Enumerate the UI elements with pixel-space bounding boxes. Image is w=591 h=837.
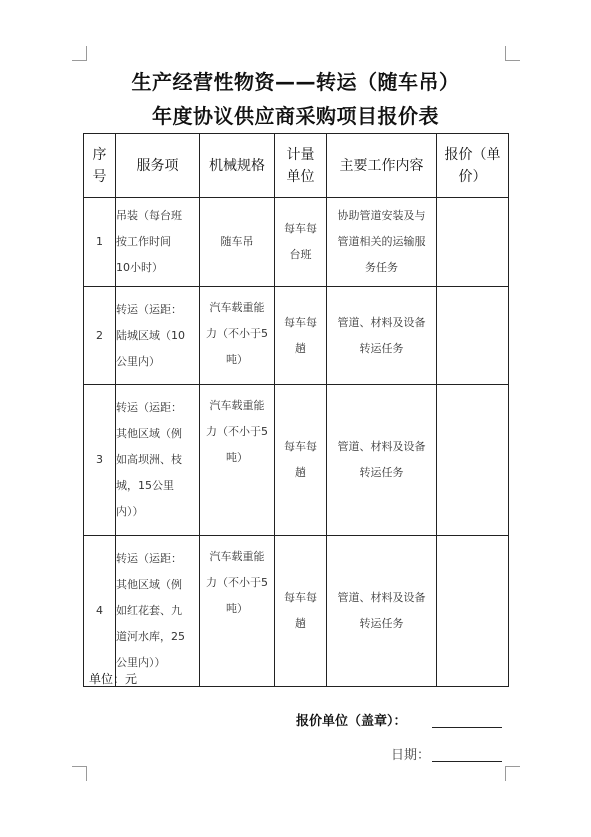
cell-spec: 汽车载重能 力（不小于5 吨） [200, 287, 275, 385]
table-row [84, 385, 509, 536]
table-row [84, 536, 509, 687]
header-unit: 计量 单位 [275, 134, 327, 198]
header-spec: 机械规格 [200, 134, 275, 198]
cell-seq: 2 [84, 287, 116, 385]
crop-mark-top-left [72, 46, 87, 61]
cell-unit: 每车每 趟 [275, 385, 327, 536]
cell-price[interactable] [437, 536, 509, 687]
table-header-row [84, 134, 509, 198]
cell-unit: 每车每 台班 [275, 198, 327, 287]
cell-spec: 汽车载重能 力（不小于5 吨） [200, 536, 275, 687]
cell-service: 转运（运距： 其他区域（例 如高坝洲、枝 城，15公里 内）） [116, 385, 200, 536]
cell-price[interactable] [437, 287, 509, 385]
currency-unit-note: 单位：元 [89, 672, 138, 686]
cell-spec: 汽车载重能 力（不小于5 吨） [200, 385, 275, 536]
cell-seq: 1 [84, 198, 116, 287]
cell-unit: 每车每 趟 [275, 287, 327, 385]
cell-service: 转运（运距： 其他区域（例 如红花套、九 道河水库，25 公里内）） [116, 536, 200, 687]
cell-service: 转运（运距： 陆城区域（10 公里内） [116, 287, 200, 385]
cell-seq: 3 [84, 385, 116, 536]
cell-work: 管道、材料及设备 转运任务 [327, 287, 437, 385]
bidder-stamp-label: 报价单位（盖章）： [296, 714, 407, 729]
header-service: 服务项 [116, 134, 200, 198]
bidder-stamp-field[interactable] [432, 727, 502, 728]
document-title-line2: 年度协议供应商采购项目报价表 [152, 104, 439, 128]
cell-price[interactable] [437, 385, 509, 536]
crop-mark-bottom-left [72, 766, 87, 781]
cell-spec: 随车吊 [200, 198, 275, 287]
crop-mark-top-right [505, 46, 520, 61]
cell-unit: 每车每 趟 [275, 536, 327, 687]
crop-mark-bottom-right [505, 766, 520, 781]
header-work: 主要工作内容 [327, 134, 437, 198]
cell-work: 协助管道安装及与 管道相关的运输服 务任务 [327, 198, 437, 287]
cell-seq: 4 [84, 536, 116, 687]
date-field[interactable] [432, 761, 502, 762]
cell-work: 管道、材料及设备 转运任务 [327, 385, 437, 536]
quotation-table [83, 133, 509, 687]
cell-work: 管道、材料及设备 转运任务 [327, 536, 437, 687]
header-seq: 序 号 [84, 134, 116, 198]
cell-price[interactable] [437, 198, 509, 287]
document-title-line1: 生产经营性物资——转运（随车吊） [131, 70, 460, 94]
cell-service: 吊装（每台班 按工作时间 10小时） [116, 198, 200, 287]
table-row [84, 287, 509, 385]
header-price: 报价（单 价） [437, 134, 509, 198]
date-label: 日期： [391, 748, 431, 763]
table-row [84, 198, 509, 287]
